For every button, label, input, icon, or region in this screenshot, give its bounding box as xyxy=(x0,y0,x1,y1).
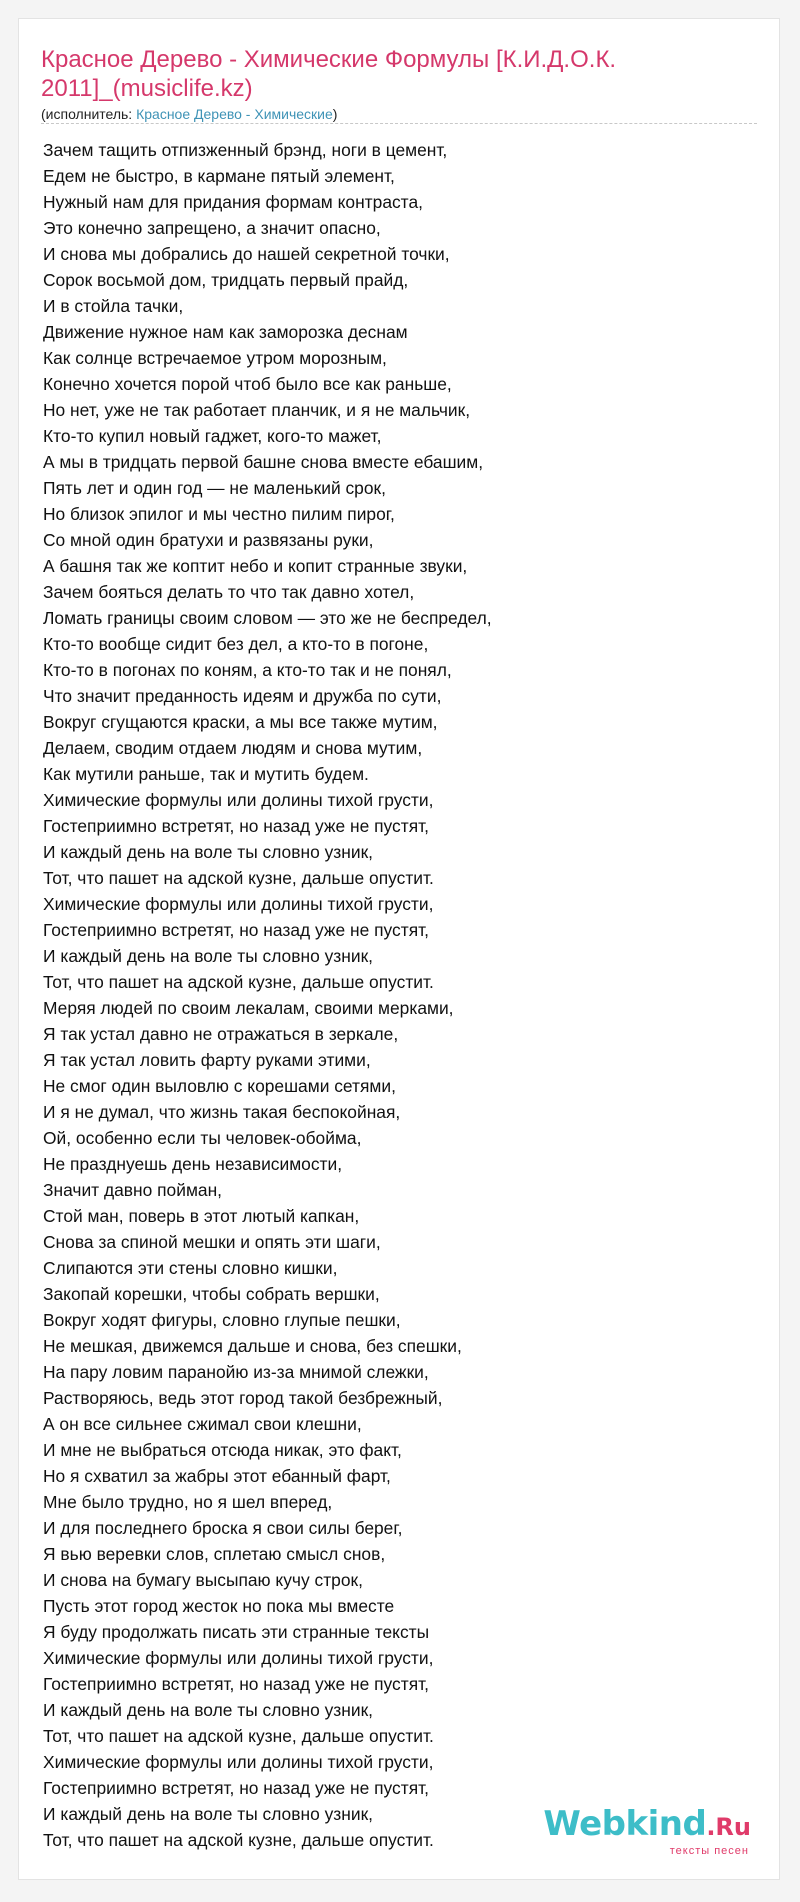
lyric-line: И снова на бумагу высыпаю кучу строк, xyxy=(43,1570,363,1590)
artist-prefix: (исполнитель: xyxy=(41,106,137,122)
lyric-line: Вокруг ходят фигуры, словно глупые пешки, xyxy=(43,1310,401,1330)
lyric-line: Гостеприимно встретят, но назад уже не пустят, xyxy=(43,816,430,836)
lyric-line: Химические формулы или долины тихой грусти, xyxy=(43,790,434,810)
lyric-line: Меряя людей по своим лекалам, своими мерками, xyxy=(43,998,454,1018)
lyric-line: Это конечно запрещено, а значит опасно, xyxy=(43,218,381,238)
lyric-line: Со мной один братухи и развязаны руки, xyxy=(43,530,374,550)
logo-tld: .Ru xyxy=(706,1813,751,1841)
lyric-line: Зачем бояться делать то что так давно хотел, xyxy=(43,582,415,602)
lyric-line: Сорок восьмой дом, тридцать первый прайд, xyxy=(43,270,409,290)
lyric-line: Я так устал ловить фарту руками этими, xyxy=(43,1050,371,1070)
lyric-line: И мне не выбраться отсюда никак, это факт, xyxy=(43,1440,402,1460)
lyric-line: Не смог один выловлю с корешами сетями, xyxy=(43,1076,396,1096)
artist-suffix: ) xyxy=(332,106,338,122)
lyric-line: Что значит преданность идеям и дружба по сути, xyxy=(43,686,442,706)
lyric-line: И снова мы добрались до нашей секретной точки, xyxy=(43,244,450,264)
lyric-line: Тот, что пашет на адской кузне, дальше опустит. xyxy=(43,868,434,888)
lyric-line: На пару ловим паранойю из-за мнимой слежки, xyxy=(43,1362,429,1382)
title-divider xyxy=(41,123,757,124)
lyric-line: Кто-то вообще сидит без дел, а кто-то в погоне, xyxy=(43,634,429,654)
lyric-line: Делаем, сводим отдаем людям и снова мутим, xyxy=(43,738,423,758)
lyric-line: Стой ман, поверь в этот лютый капкан, xyxy=(43,1206,360,1226)
lyric-line: И каждый день на воле ты словно узник, xyxy=(43,1804,374,1824)
lyric-line: А мы в тридцать первой башне снова вместе ебашим, xyxy=(43,452,484,472)
lyric-line: Гостеприимно встретят, но назад уже не пустят, xyxy=(43,1674,430,1694)
lyric-line: Пусть этот город жесток но пока мы вместе xyxy=(43,1596,395,1616)
lyric-line: Ой, особенно если ты человек-обойма, xyxy=(43,1128,362,1148)
lyric-line: Кто-то в погонах по коням, а кто-то так и не понял, xyxy=(43,660,452,680)
lyric-line: Конечно хочется порой чтоб было все как раньше, xyxy=(43,374,452,394)
lyric-line: Тот, что пашет на адской кузне, дальше опустит. xyxy=(43,1830,434,1850)
lyric-line: Закопай корешки, чтобы собрать вершки, xyxy=(43,1284,380,1304)
lyric-line: Мне было трудно, но я шел вперед, xyxy=(43,1492,333,1512)
lyric-line: И для последнего броска я свои силы берег, xyxy=(43,1518,403,1538)
lyric-line: И в стойла тачки, xyxy=(43,296,184,316)
lyric-line: Гостеприимно встретят, но назад уже не пустят, xyxy=(43,920,430,940)
lyric-line: Едем не быстро, в кармане пятый элемент, xyxy=(43,166,395,186)
lyric-line: Кто-то купил новый гаджет, кого-то мажет, xyxy=(43,426,382,446)
lyrics-text xyxy=(43,137,763,1853)
lyric-line: Пять лет и один год — не маленький срок, xyxy=(43,478,386,498)
lyric-line: Но я схватил за жабры этот ебанный фарт, xyxy=(43,1466,391,1486)
lyric-line: И каждый день на воле ты словно узник, xyxy=(43,946,374,966)
lyric-line: Значит давно пойман, xyxy=(43,1180,223,1200)
lyric-line: И каждый день на воле ты словно узник, xyxy=(43,1700,374,1720)
lyric-line: А башня так же коптит небо и копит странные звуки, xyxy=(43,556,468,576)
lyric-line: Вокруг сгущаются краски, а мы все также мутим, xyxy=(43,712,438,732)
lyric-line: Движение нужное нам как заморозка деснам xyxy=(43,322,408,342)
lyric-line: Зачем тащить отпизженный брэнд, ноги в цемент, xyxy=(43,140,448,160)
lyric-line: Как мутили раньше, так и мутить будем. xyxy=(43,764,369,784)
lyric-line: Но нет, уже не так работает планчик, и я не мальчик, xyxy=(43,400,471,420)
lyric-line: И я не думал, что жизнь такая беспокойная, xyxy=(43,1102,401,1122)
song-title: Красное Дерево - Химические Формулы [К.И.Д.О.К. 2011]_(musiclife.kz) xyxy=(41,46,617,102)
lyrics-card xyxy=(18,18,780,1880)
lyric-line: Как солнце встречаемое утром морозным, xyxy=(43,348,387,368)
lyric-line: Растворяюсь, ведь этот город такой безбрежный, xyxy=(43,1388,443,1408)
lyric-line: Я вью веревки слов, сплетаю смысл снов, xyxy=(43,1544,386,1564)
lyric-line: Я буду продолжать писать эти странные тексты xyxy=(43,1622,430,1642)
logo-main-text: Webkind xyxy=(543,1804,707,1844)
artist-line xyxy=(41,105,337,123)
lyric-line: Ломать границы своим словом — это же не беспредел, xyxy=(43,608,492,628)
lyric-line: Химические формулы или долины тихой грусти, xyxy=(43,1752,434,1772)
lyric-line: Нужный нам для придания формам контраста, xyxy=(43,192,423,212)
lyric-line: Гостеприимно встретят, но назад уже не пустят, xyxy=(43,1778,430,1798)
site-logo[interactable] xyxy=(543,1806,751,1857)
lyric-line: Не празднуешь день независимости, xyxy=(43,1154,343,1174)
lyric-line: Слипаются эти стены словно кишки, xyxy=(43,1258,338,1278)
logo-tagline: тексты песен xyxy=(669,1845,749,1857)
logo-wordmark xyxy=(543,1806,751,1845)
lyric-line: Снова за спиной мешки и опять эти шаги, xyxy=(43,1232,381,1252)
lyric-line: А он все сильнее сжимал свои клешни, xyxy=(43,1414,362,1434)
lyric-line: Тот, что пашет на адской кузне, дальше опустит. xyxy=(43,972,434,992)
lyric-line: Химические формулы или долины тихой грусти, xyxy=(43,1648,434,1668)
lyric-line: Но близок эпилог и мы честно пилим пирог, xyxy=(43,504,395,524)
artist-link[interactable]: Красное Дерево - Химические xyxy=(136,106,333,122)
lyric-line: Я так устал давно не отражаться в зеркале, xyxy=(43,1024,399,1044)
lyric-line: И каждый день на воле ты словно узник, xyxy=(43,842,374,862)
lyric-line: Не мешкая, движемся дальше и снова, без спешки, xyxy=(43,1336,462,1356)
lyric-line: Тот, что пашет на адской кузне, дальше опустит. xyxy=(43,1726,434,1746)
lyric-line: Химические формулы или долины тихой грусти, xyxy=(43,894,434,914)
